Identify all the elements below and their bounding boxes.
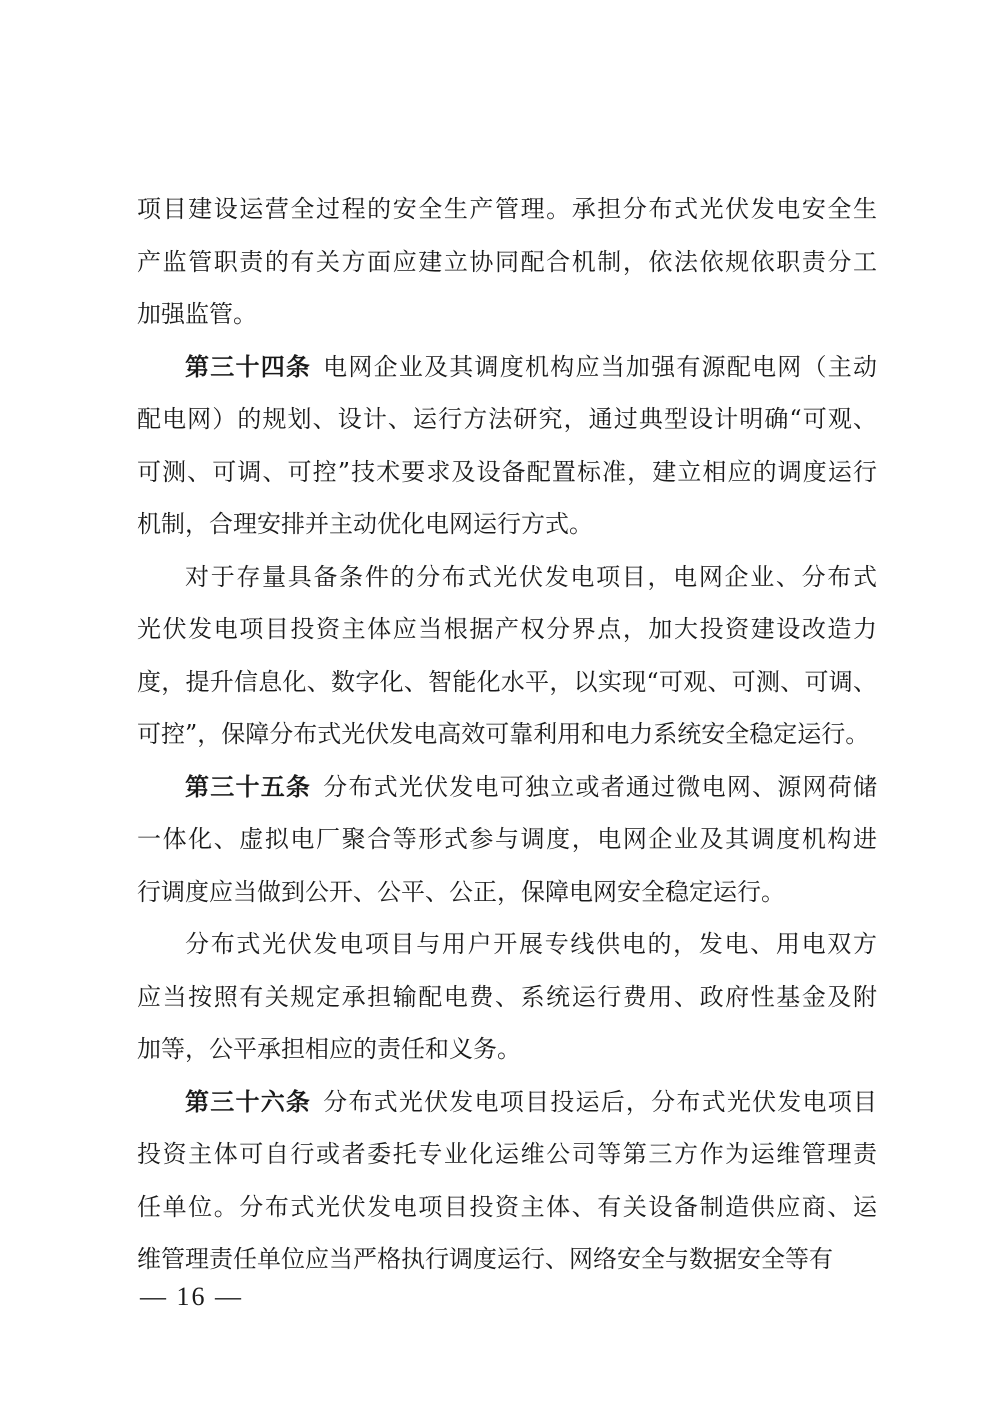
line-text: 可测、可调、可控”技术要求及设备配置标准，建立相应的调度运行 [137,457,877,486]
line-text: 维管理责任单位应当严格执行调度运行、网络安全与数据安全等有 [137,1245,833,1273]
text-line [137,498,877,551]
text-line [137,1076,877,1129]
line-text: 应当按照有关规定承担输配电费、系统运行费用、政府性基金及附 [137,982,877,1011]
text-line [137,813,877,866]
line-text: 投资主体可自行或者委托专业化运维公司等第三方作为运维管理责 [137,1140,877,1168]
text-line [137,761,877,814]
text-line [137,603,877,656]
article-number: 第三十五条 [185,772,312,801]
line-text: 加等，公平承担相应的责任和义务。 [137,1035,521,1063]
line-text: 加强监管。 [137,300,257,328]
text-line [137,288,877,341]
line-text: 行调度应当做到公开、公平、公正，保障电网安全稳定运行。 [137,877,785,906]
paragraph [137,341,877,551]
line-text: 光伏发电项目投资主体应当根据产权分界点，加大投资建设改造力 [137,615,877,643]
line-text: 项目建设运营全过程的安全生产管理。承担分布式光伏发电安全生 [137,195,877,223]
text-line [137,971,877,1024]
article-number: 第三十四条 [185,352,312,381]
text-line [137,1233,877,1286]
text-line [137,918,877,971]
text-line [137,866,877,919]
line-text: 分布式光伏发电可独立或者通过微电网、源网荷储 [323,772,878,801]
text-line [137,341,877,394]
line-text: 配电网）的规划、设计、运行方法研究，通过典型设计明确“可观、 [137,405,877,433]
text-line [137,1181,877,1234]
line-text: 分布式光伏发电项目与用户开展专线供电的，发电、用电双方 [185,930,877,958]
line-text: 可控”，保障分布式光伏发电高效可靠利用和电力系统安全稳定运行。 [137,720,870,748]
body-text [137,183,877,1286]
text-line [137,656,877,709]
text-line [137,183,877,236]
text-line [137,1023,877,1076]
page-number: — 16 — [140,1282,243,1311]
paragraph [137,551,877,761]
line-text: 对于存量具备条件的分布式光伏发电项目，电网企业、分布式 [185,562,877,591]
paragraph [137,183,877,341]
text-line [137,708,877,761]
line-text: 一体化、虚拟电厂聚合等形式参与调度，电网企业及其调度机构进 [137,825,877,853]
article-number: 第三十六条 [185,1087,312,1116]
line-text: 任单位。分布式光伏发电项目投资主体、有关设备制造供应商、运 [137,1192,877,1221]
line-text: 机制，合理安排并主动优化电网运行方式。 [137,510,593,538]
line-text: 产监管职责的有关方面应建立协同配合机制，依法依规依职责分工 [137,247,877,276]
line-text: 度，提升信息化、数字化、智能化水平，以实现“可观、可测、可调、 [137,667,877,696]
text-line [137,1128,877,1181]
paragraph [137,918,877,1076]
paragraph [137,761,877,919]
line-text: 电网企业及其调度机构应当加强有源配电网（主动 [323,352,878,381]
line-text: 分布式光伏发电项目投运后，分布式光伏发电项目 [323,1087,878,1116]
text-line [137,236,877,289]
paragraph [137,1076,877,1286]
text-line [137,393,877,446]
text-line [137,551,877,604]
text-line [137,446,877,499]
